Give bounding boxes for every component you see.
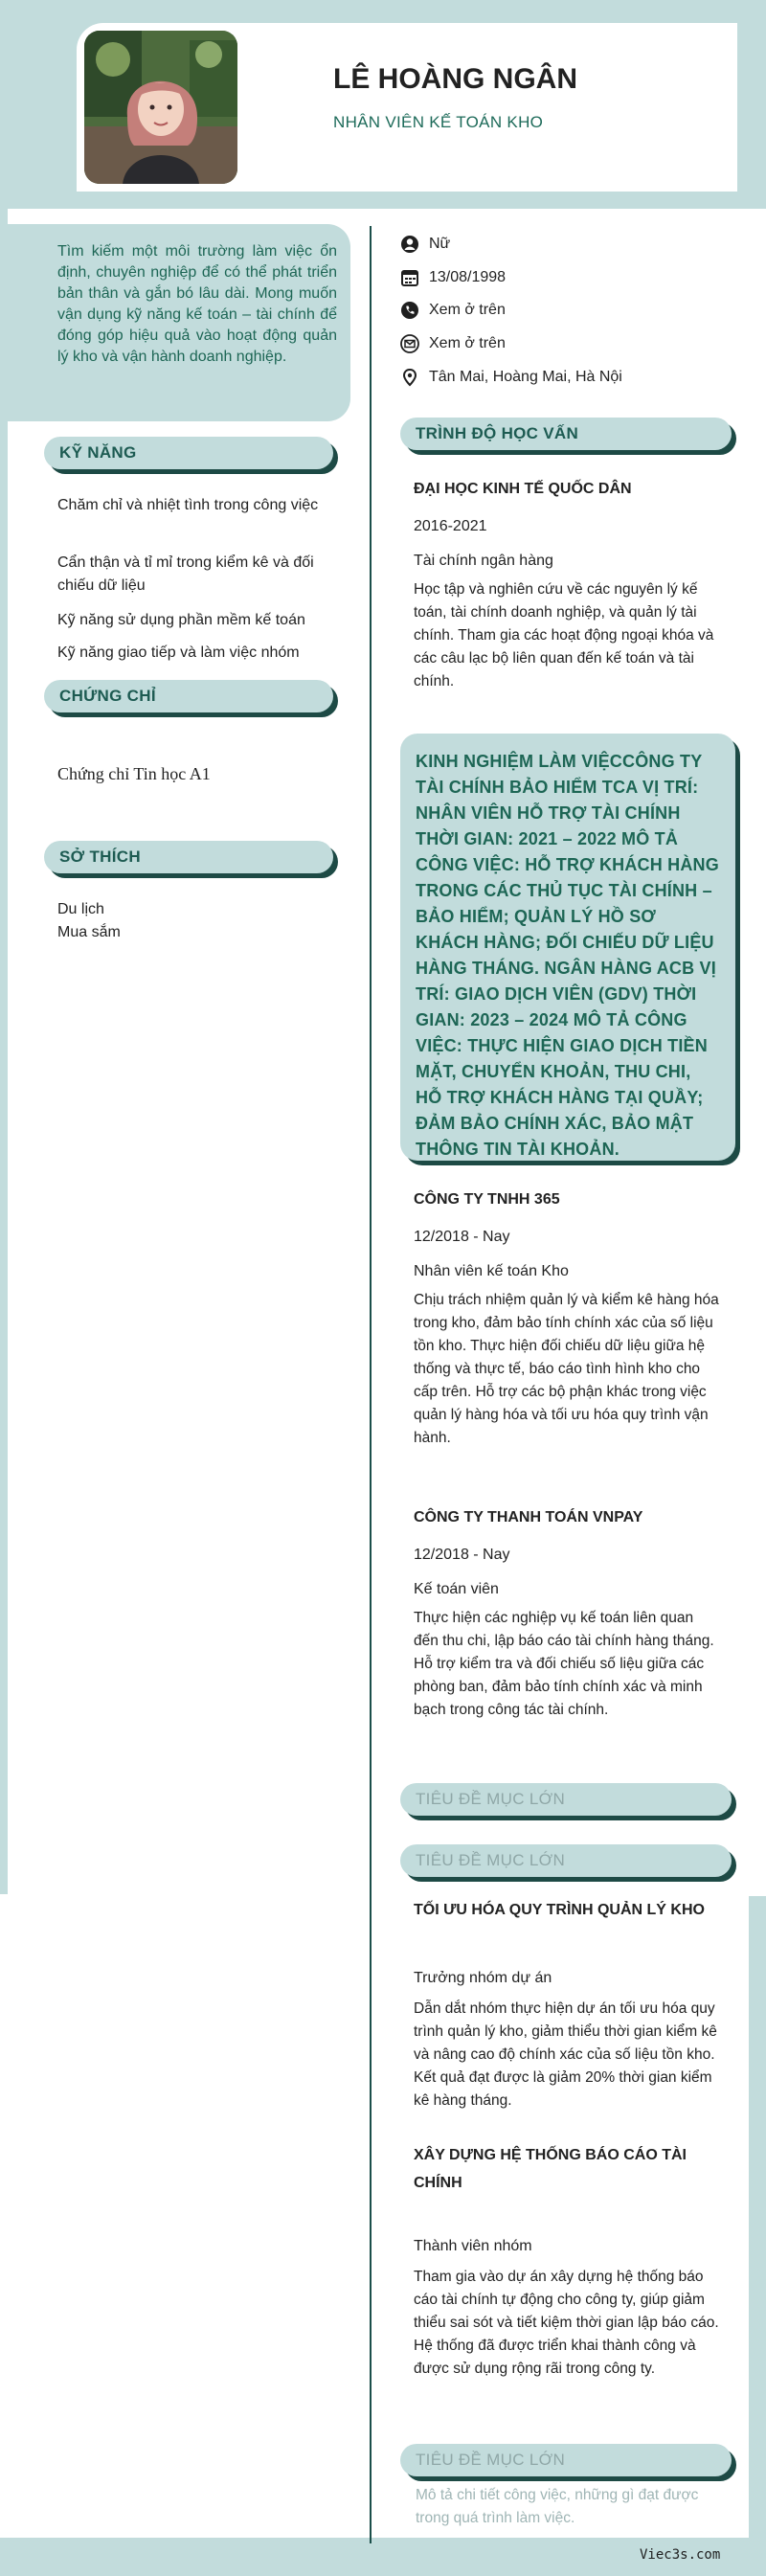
skills-heading: KỸ NĂNG <box>44 437 333 469</box>
projects-heading[interactable]: TIÊU ĐỀ MỤC LỚN <box>400 1844 732 1877</box>
portrait-photo <box>84 31 237 184</box>
avatar <box>84 31 237 184</box>
column-divider <box>370 226 372 2543</box>
job-company: CÔNG TY TNHH 365 <box>414 1191 560 1208</box>
phone-icon <box>400 301 419 320</box>
address-value: Tân Mai, Hoàng Mai, Hà Nội <box>429 369 622 385</box>
job-description: Chịu trách nhiệm quản lý và kiểm kê hàng hóa trong kho, đảm bảo tính chính xác của số liệu tồn kho. Thực hiện đối chiếu dữ liệu giữa hệ thống và thực tế, báo cáo tình hình kho cho cấp trên. Hỗ trợ các bộ phận khác trong việc quản lý hàng hóa và tối ưu hóa quy trình vận hành. <box>414 1292 719 1446</box>
education-school: ĐẠI HỌC KINH TẾ QUỐC DÂN <box>414 481 632 497</box>
career-objective: Tìm kiếm một môi trường làm việc ổn định, chuyên nghiệp để có thể phát triển bản thân và gắn bó lâu dài. Mong muốn vận dụng kỹ năng kế toán – tài chính để đóng góp hiệu quả vào hoạt động quản lý kho và vận hành doanh nghiệp. <box>6 224 350 421</box>
calendar-icon <box>400 268 419 287</box>
job-period: 12/2018 - Nay <box>414 1229 510 1245</box>
skill-item: Cẩn thận và tỉ mỉ trong kiểm kê và đối chiếu dữ liệu <box>57 554 314 594</box>
section-heading-placeholder[interactable]: TIÊU ĐỀ MỤC LỚN <box>400 1783 732 1816</box>
education-major: Tài chính ngân hàng <box>414 553 553 569</box>
email-value[interactable]: Xem ở trên <box>429 335 506 351</box>
project-description: Tham gia vào dự án xây dựng hệ thống báo cáo tài chính tự động cho công ty, giúp giảm thiểu sai sót và tiết kiệm thời gian lập báo cáo. Hệ thống đã được triển khai thành công và được sử dụng rộng rãi trong công ty. <box>414 2269 719 2377</box>
location-icon <box>400 368 419 387</box>
candidate-name: LÊ HOÀNG NGÂN <box>333 63 577 95</box>
skill-item: Kỹ năng sử dụng phần mềm kế toán <box>57 612 305 628</box>
project-role: Thành viên nhóm <box>414 2238 532 2254</box>
job-role: Kế toán viên <box>414 1581 499 1597</box>
right-accent-band <box>749 1896 766 2557</box>
job-period: 12/2018 - Nay <box>414 1547 510 1563</box>
contact-email <box>400 333 506 354</box>
project-name: XÂY DỰNG HỆ THỐNG BÁO CÁO TÀI CHÍNH <box>414 2147 687 2191</box>
gender-value: Nữ <box>429 236 451 252</box>
watermark: Viec3s.com <box>640 2547 721 2563</box>
job-description: Thực hiện các nghiệp vụ kế toán liên quan đến thu chi, lập báo cáo tài chính hàng tháng. Hỗ trợ kiểm tra và đối chiếu số liệu giữa các phòng ban, đảm bảo tính chính xác và minh bạch trong công tác tài chính. <box>414 1610 714 1718</box>
certificates-heading: CHỨNG CHỈ <box>44 680 333 712</box>
contact-address <box>400 367 622 388</box>
skill-item: Chăm chỉ và nhiệt tình trong công việc <box>57 497 319 513</box>
project-name: TỐI ƯU HÓA QUY TRÌNH QUẢN LÝ KHO <box>414 1902 705 1918</box>
certificate-item: Chứng chỉ Tin học A1 <box>57 764 211 783</box>
education-heading: TRÌNH ĐỘ HỌC VẤN <box>400 418 732 450</box>
person-icon <box>400 235 419 254</box>
contact-gender <box>400 234 450 255</box>
education-period: 2016-2021 <box>414 518 487 534</box>
phone-value[interactable]: Xem ở trên <box>429 302 506 318</box>
project-role: Trưởng nhóm dự án <box>414 1970 552 1986</box>
extra-section-heading[interactable]: TIÊU ĐỀ MỤC LỚN <box>400 2444 732 2476</box>
left-accent-band <box>0 209 8 1894</box>
birthday-value: 13/08/1998 <box>429 269 507 285</box>
hobby-item: Du lịch <box>57 901 104 917</box>
education-description: Học tập và nghiên cứu về các nguyên lý kế toán, tài chính doanh nghiệp, và quản lý tài chính. Tham gia các hoạt động ngoại khóa và các câu lạc bộ liên quan đến kế toán và tài chính. <box>414 581 714 689</box>
extra-section-placeholder[interactable]: Mô tả chi tiết công việc, những gì đạt được trong quá trình làm việc. <box>416 2487 699 2526</box>
contact-phone <box>400 300 506 321</box>
hobbies-heading: SỞ THÍCH <box>44 841 333 873</box>
contact-birthday <box>400 267 506 288</box>
candidate-position: NHÂN VIÊN KẾ TOÁN KHO <box>333 113 544 131</box>
project-description: Dẫn dắt nhóm thực hiện dự án tối ưu hóa quy trình quản lý kho, giảm thiểu thời gian kiểm kê và nâng cao độ chính xác của số liệu tồn kho. Kết quả đạt được là giảm 20% thời gian kiểm kê hàng tháng. <box>414 2000 717 2109</box>
job-role: Nhân viên kế toán Kho <box>414 1263 569 1279</box>
experience-summary: KINH NGHIỆM LÀM VIỆCCÔNG TY TÀI CHÍNH BẢO HIỂM TCA VỊ TRÍ: NHÂN VIÊN HỖ TRỢ TÀI CHÍNH THỜI GIAN: 2021 – 2022 MÔ TẢ CÔNG VIỆC: HỖ TRỢ KHÁCH HÀNG TRONG CÁC THỦ TỤC TÀI CHÍNH – BẢO HIỂM; QUẢN LÝ HỒ SƠ KHÁCH HÀNG; ĐỐI CHIẾU DỮ LIỆU HÀNG THÁNG. NGÂN HÀNG ACB VỊ TRÍ: GIAO DỊCH VIÊN (GDV) THỜI GIAN: 2023 – 2024 MÔ TẢ CÔNG VIỆC: THỰC HIỆN GIAO DỊCH TIỀN MẶT, CHUYỂN KHOẢN, THU CHI, HỖ TRỢ KHÁCH HÀNG TẠI QUẦY; ĐẢM BẢO CHÍNH XÁC, BẢO MẬT THÔNG TIN TÀI KHOẢN. <box>400 734 735 1161</box>
hobby-item: Mua sắm <box>57 924 121 940</box>
skill-item: Kỹ năng giao tiếp và làm việc nhóm <box>57 644 300 661</box>
email-icon <box>400 334 419 353</box>
job-company: CÔNG TY THANH TOÁN VNPAY <box>414 1509 643 1525</box>
